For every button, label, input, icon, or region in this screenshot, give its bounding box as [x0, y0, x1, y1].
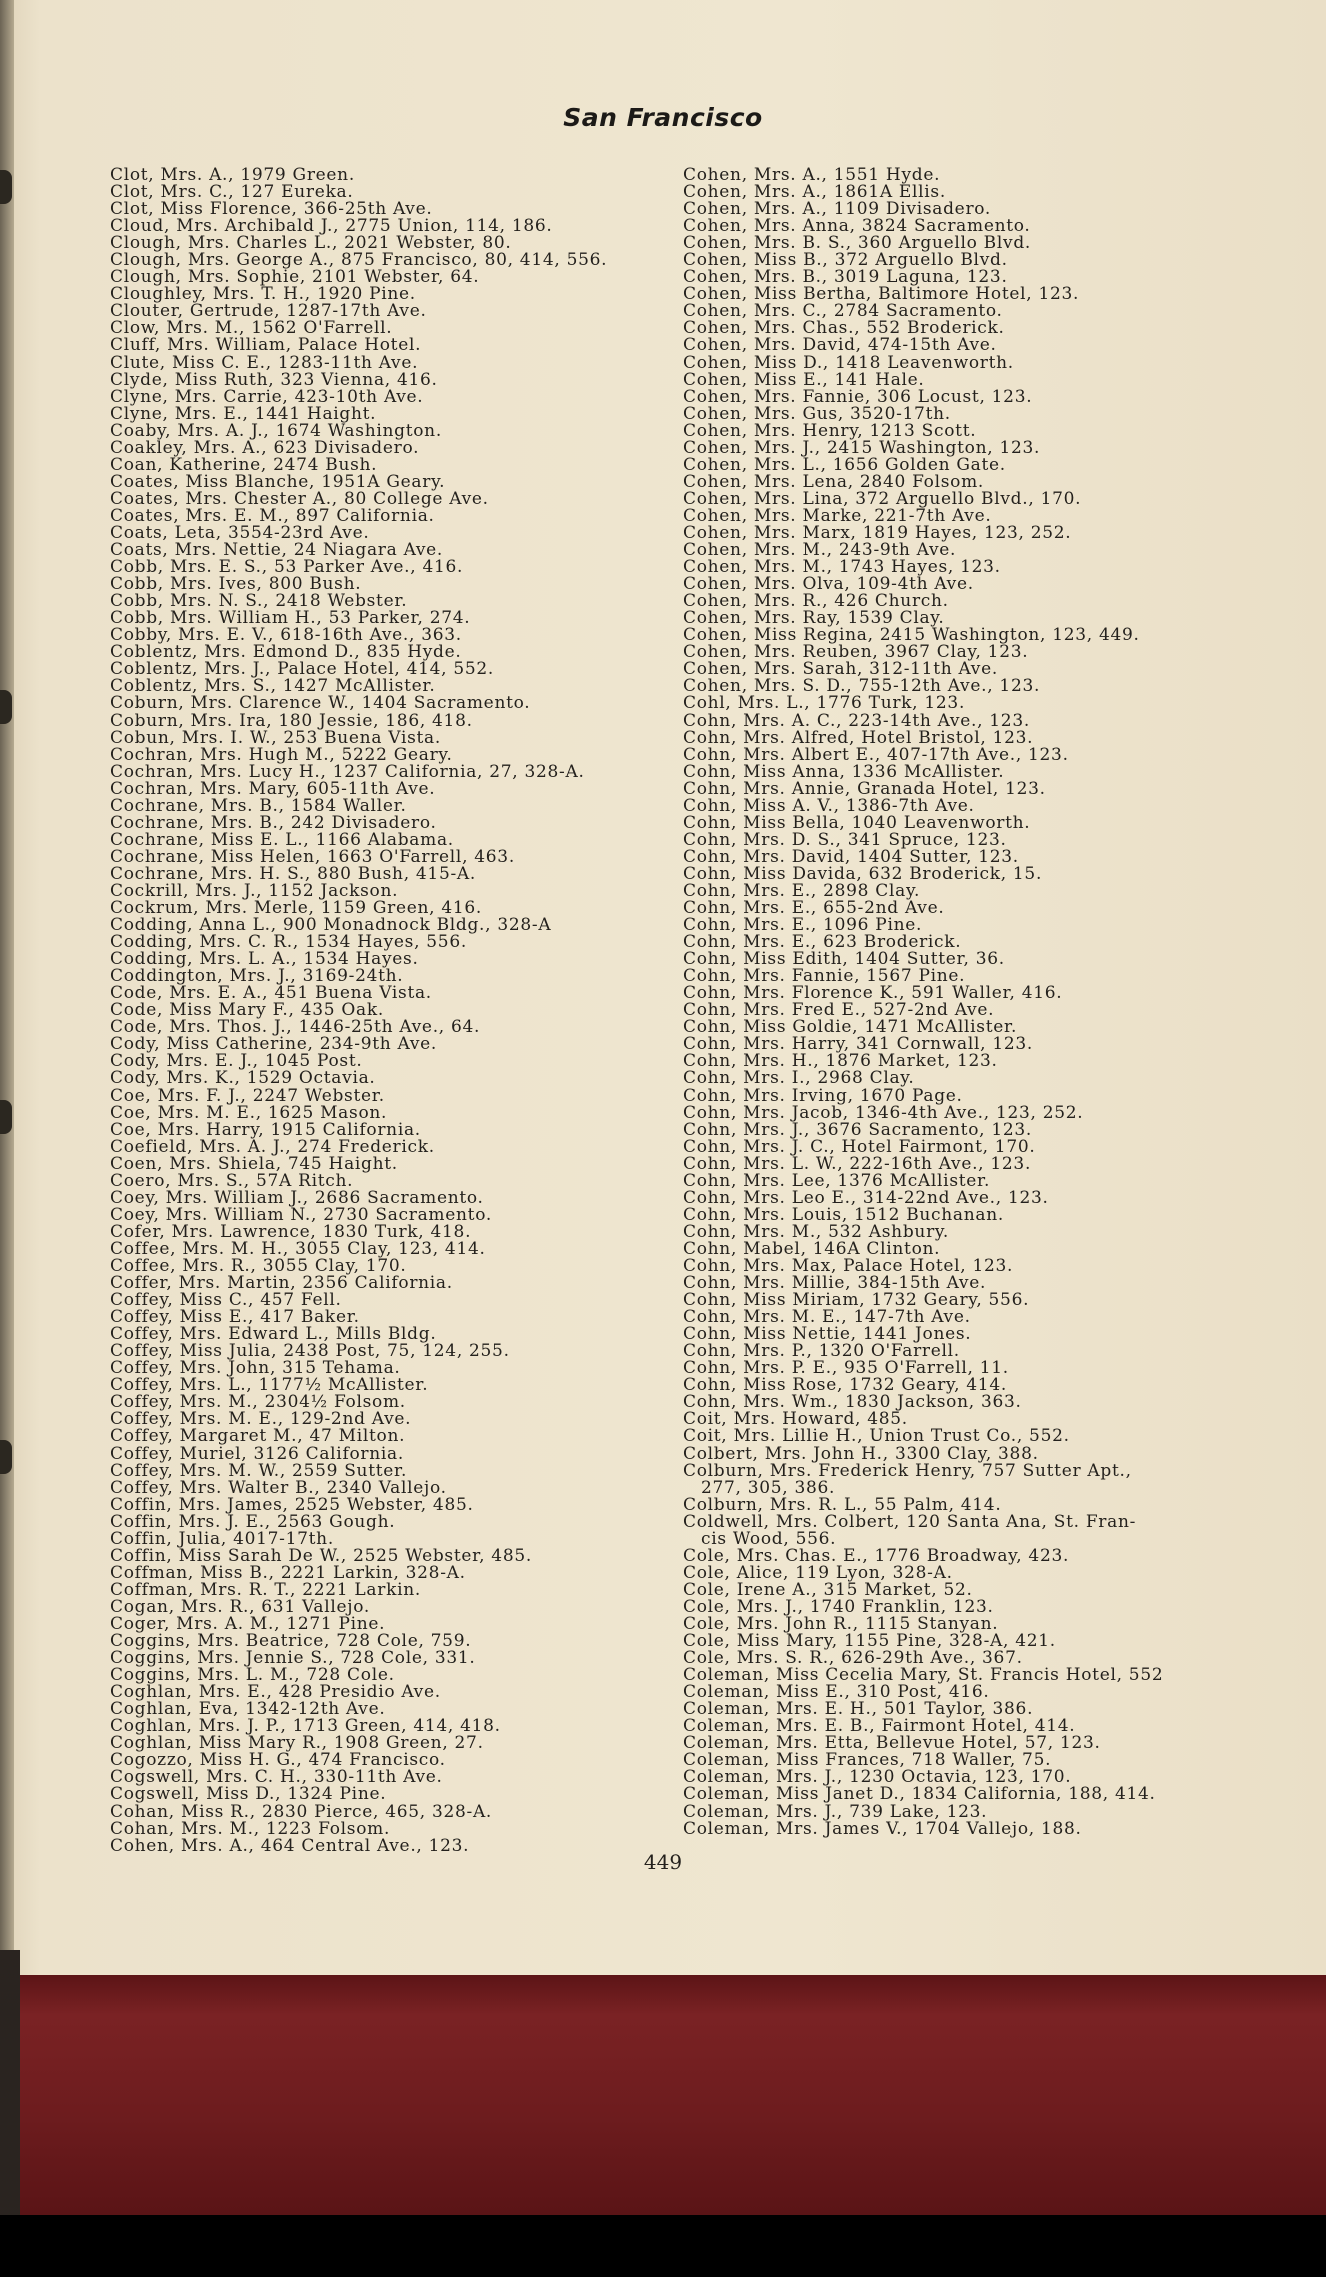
directory-entry: Coleman, Mrs. James V., 1704 Vallejo, 188.	[683, 1818, 1082, 1839]
directory-entry: Coffey, Mrs. Edward L., Mills Bldg.	[110, 1324, 437, 1345]
directory-entry: Coggins, Mrs. Jennie S., 728 Cole, 331.	[110, 1648, 476, 1669]
directory-entry: Cody, Mrs. E. J., 1045 Post.	[110, 1051, 363, 1072]
directory-entry: Cohn, Mrs. P. E., 935 O'Farrell, 11.	[683, 1358, 1009, 1379]
directory-entry: Codding, Anna L., 900 Monadnock Bldg., 328-A	[110, 915, 552, 936]
directory-entry: Coggins, Mrs. Beatrice, 728 Cole, 759.	[110, 1631, 472, 1652]
directory-entry: Cohen, Mrs. A., 1861A Ellis.	[683, 182, 946, 203]
book-cover	[0, 1975, 1326, 2215]
directory-entry: Clough, Mrs. Charles L., 2021 Webster, 80.	[110, 233, 512, 254]
directory-entry: Coe, Mrs. Harry, 1915 California.	[110, 1119, 421, 1140]
directory-entry: Clough, Mrs. George A., 875 Francisco, 80, 414, 556.	[110, 250, 608, 271]
directory-entry: Coffey, Mrs. Walter B., 2340 Vallejo.	[110, 1477, 447, 1498]
directory-entry: Coblentz, Mrs. Edmond D., 835 Hyde.	[110, 642, 462, 663]
directory-entry: 277, 305, 386.	[701, 1477, 836, 1498]
directory-entry: Cohn, Miss Rose, 1732 Geary, 414.	[683, 1375, 1007, 1396]
directory-entry: Cohan, Mrs. M., 1223 Folsom.	[110, 1818, 391, 1839]
directory-entry: Coffey, Miss Julia, 2438 Post, 75, 124, 255.	[110, 1341, 510, 1362]
book-spine-shadow	[0, 1950, 20, 2215]
directory-entry: Cohen, Mrs. Anna, 3824 Sacramento.	[683, 216, 1031, 237]
directory-entry: Cohen, Mrs. Lina, 372 Arguello Blvd., 170.	[683, 488, 1082, 509]
directory-entry: Cohen, Miss B., 372 Arguello Blvd.	[683, 250, 1008, 271]
directory-entry: Cole, Mrs. John R., 1115 Stanyan.	[683, 1613, 999, 1634]
directory-entry: Cohen, Mrs. L., 1656 Golden Gate.	[683, 454, 1006, 475]
directory-entry: Coffin, Julia, 4017-17th.	[110, 1528, 334, 1549]
directory-entry: Cohn, Mrs. Annie, Granada Hotel, 123.	[683, 778, 1046, 799]
directory-entry: Coey, Mrs. William J., 2686 Sacramento.	[110, 1187, 484, 1208]
directory-entry: Cohn, Mrs. J. C., Hotel Fairmont, 170.	[683, 1136, 1036, 1157]
directory-entry: Cohn, Mrs. Alfred, Hotel Bristol, 123.	[683, 727, 1034, 748]
directory-entry: Cloughley, Mrs. T. H., 1920 Pine.	[110, 284, 416, 305]
directory-entry: Cohen, Mrs. M., 1743 Hayes, 123.	[683, 557, 1001, 578]
directory-entry: Cofer, Mrs. Lawrence, 1830 Turk, 418.	[110, 1221, 472, 1242]
directory-entry: Cohn, Mrs. L. W., 222-16th Ave., 123.	[683, 1153, 1032, 1174]
directory-entry: Cogswell, Miss D., 1324 Pine.	[110, 1784, 387, 1805]
directory-entry: Cole, Miss Mary, 1155 Pine, 328-A, 421.	[683, 1631, 1056, 1652]
directory-entry: Cockrill, Mrs. J., 1152 Jackson.	[110, 880, 399, 901]
directory-entry: Cohn, Miss Anna, 1336 McAllister.	[683, 761, 1005, 782]
directory-entry: Cohn, Mrs. D. S., 341 Spruce, 123.	[683, 829, 1007, 850]
directory-entry: Clute, Miss C. E., 1283-11th Ave.	[110, 352, 419, 373]
directory-entry: Cohen, Mrs. Olva, 109-4th Ave.	[683, 574, 974, 595]
directory-entry: Coffman, Mrs. R. T., 2221 Larkin.	[110, 1579, 421, 1600]
directory-entry: Code, Miss Mary F., 435 Oak.	[110, 1000, 384, 1021]
directory-entry: Cohn, Mabel, 146A Clinton.	[683, 1238, 941, 1259]
directory-entry: Code, Mrs. Thos. J., 1446-25th Ave., 64.	[110, 1017, 481, 1038]
directory-entry: Coffman, Miss B., 2221 Larkin, 328-A.	[110, 1562, 466, 1583]
directory-entry: Cohen, Mrs. Henry, 1213 Scott.	[683, 420, 977, 441]
directory-entry: Cohen, Mrs. A., 1551 Hyde.	[683, 165, 941, 185]
directory-entry: Coleman, Miss Cecelia Mary, St. Francis Hotel, 552	[683, 1665, 1164, 1686]
binding-hole	[0, 1100, 12, 1134]
directory-entry: Cohen, Mrs. Reuben, 3967 Clay, 123.	[683, 642, 1029, 663]
directory-entry: Cohn, Miss Davida, 632 Broderick, 15.	[683, 863, 1043, 884]
directory-entry: Coffey, Margaret M., 47 Milton.	[110, 1426, 406, 1447]
directory-entry: Colbert, Mrs. John H., 3300 Clay, 388.	[683, 1443, 1039, 1464]
directory-entry: Coleman, Miss Frances, 718 Waller, 75.	[683, 1750, 1052, 1771]
directory-entry: Clot, Mrs. C., 127 Eureka.	[110, 182, 354, 203]
directory-entry: Cohn, Mrs. Millie, 384-15th Ave.	[683, 1273, 987, 1294]
directory-entry: Cohen, Miss Regina, 2415 Washington, 123, 449.	[683, 625, 1140, 646]
directory-entry: Cohn, Miss A. V., 1386-7th Ave.	[683, 795, 975, 816]
directory-entry: Cobb, Mrs. Ives, 800 Bush.	[110, 574, 362, 595]
directory-entry: Cohn, Miss Nettie, 1441 Jones.	[683, 1324, 972, 1345]
directory-entry: Coan, Katherine, 2474 Bush.	[110, 454, 378, 475]
directory-entry: Cohen, Mrs. M., 243-9th Ave.	[683, 540, 957, 561]
directory-entry: Cole, Mrs. Chas. E., 1776 Broadway, 423.	[683, 1545, 1070, 1566]
binding-hole	[0, 170, 12, 204]
directory-entry: Coger, Mrs. A. M., 1271 Pine.	[110, 1613, 386, 1634]
directory-entry: Coghlan, Mrs. J. P., 1713 Green, 414, 418.	[110, 1716, 501, 1737]
directory-entry: Cohn, Mrs. Lee, 1376 McAllister.	[683, 1170, 991, 1191]
directory-entry: Cluff, Mrs. William, Palace Hotel.	[110, 335, 422, 356]
page-title: San Francisco	[563, 103, 763, 132]
directory-entry: Coffey, Mrs. M. W., 2559 Sutter.	[110, 1460, 408, 1481]
directory-entry: Coaby, Mrs. A. J., 1674 Washington.	[110, 420, 442, 441]
directory-entry: Coffin, Mrs. J. E., 2563 Gough.	[110, 1511, 396, 1532]
directory-entry: Coe, Mrs. M. E., 1625 Mason.	[110, 1102, 388, 1123]
directory-entry: Coats, Mrs. Nettie, 24 Niagara Ave.	[110, 540, 444, 561]
directory-entry: Cohn, Miss Miriam, 1732 Geary, 556.	[683, 1290, 1030, 1311]
directory-entry: Cochrane, Miss E. L., 1166 Alabama.	[110, 829, 454, 850]
directory-entry: Coefield, Mrs. A. J., 274 Frederick.	[110, 1136, 435, 1157]
binding-hole	[0, 690, 12, 724]
directory-entry: Clyne, Mrs. E., 1441 Haight.	[110, 403, 377, 424]
directory-entry: Coffey, Mrs. John, 315 Tehama.	[110, 1358, 401, 1379]
directory-entry: Coffey, Mrs. M. E., 129-2nd Ave.	[110, 1409, 412, 1430]
directory-entry: Cobby, Mrs. E. V., 618-16th Ave., 363.	[110, 625, 462, 646]
directory-entry: Coero, Mrs. S., 57A Ritch.	[110, 1170, 354, 1191]
directory-entry: Cohen, Mrs. J., 2415 Washington, 123.	[683, 437, 1041, 458]
directory-entry: Clot, Miss Florence, 366-25th Ave.	[110, 199, 433, 220]
directory-entry: Coghlan, Mrs. E., 428 Presidio Ave.	[110, 1682, 441, 1703]
directory-entry: Coe, Mrs. F. J., 2247 Webster.	[110, 1085, 385, 1106]
directory-entry: Cohen, Mrs. Sarah, 312-11th Ave.	[683, 659, 998, 680]
right-column	[683, 167, 1243, 1838]
directory-entry: Cochran, Mrs. Lucy H., 1237 California, 27, 328-A.	[110, 761, 585, 782]
directory-entry: Cohen, Miss Bertha, Baltimore Hotel, 123.	[683, 284, 1080, 305]
directory-entry: Clow, Mrs. M., 1562 O'Farrell.	[110, 318, 393, 339]
directory-entry: Coleman, Mrs. J., 739 Lake, 123.	[683, 1801, 988, 1822]
directory-entry: Cohn, Mrs. Wm., 1830 Jackson, 363.	[683, 1392, 1022, 1413]
directory-entry: Coffey, Muriel, 3126 California.	[110, 1443, 404, 1464]
directory-entry: Coleman, Miss Janet D., 1834 California, 188, 414.	[683, 1784, 1156, 1805]
directory-entry: Cohn, Mrs. H., 1876 Market, 123.	[683, 1051, 998, 1072]
directory-entry: Cole, Irene A., 315 Market, 52.	[683, 1579, 973, 1600]
left-column	[110, 167, 700, 1855]
directory-entry: Clouter, Gertrude, 1287-17th Ave.	[110, 301, 427, 322]
directory-entry: Cobb, Mrs. E. S., 53 Parker Ave., 416.	[110, 557, 464, 578]
directory-entry: Coghlan, Eva, 1342-12th Ave.	[110, 1699, 386, 1720]
directory-entry: Coffey, Miss E., 417 Baker.	[110, 1307, 360, 1328]
directory-entry: Coleman, Miss E., 310 Post, 416.	[683, 1682, 990, 1703]
directory-entry: Coffey, Miss C., 457 Fell.	[110, 1290, 342, 1311]
directory-entry: cis Wood, 556.	[701, 1528, 837, 1549]
page-number: 449	[643, 1850, 683, 1874]
directory-entry: Cohn, Mrs. Leo E., 314-22nd Ave., 123.	[683, 1187, 1049, 1208]
directory-entry: Cohn, Mrs. M., 532 Ashbury.	[683, 1221, 950, 1242]
directory-entry: Cohn, Mrs. E., 1096 Pine.	[683, 915, 923, 936]
directory-entry: Coffee, Mrs. M. H., 3055 Clay, 123, 414.	[110, 1238, 486, 1259]
directory-entry: Cohen, Mrs. A., 1109 Divisadero.	[683, 199, 992, 220]
directory-entry: Cohen, Mrs. Lena, 2840 Folsom.	[683, 471, 985, 492]
page-edge	[0, 0, 14, 1975]
directory-entry: Cogswell, Mrs. C. H., 330-11th Ave.	[110, 1767, 443, 1788]
directory-entry: Coit, Mrs. Howard, 485.	[683, 1409, 908, 1430]
directory-entry: Coit, Mrs. Lillie H., Union Trust Co., 552.	[683, 1426, 1070, 1447]
directory-entry: Cohen, Mrs. B. S., 360 Arguello Blvd.	[683, 233, 1032, 254]
directory-entry: Coates, Mrs. E. M., 897 California.	[110, 505, 435, 526]
directory-entry: Cohn, Mrs. Fannie, 1567 Pine.	[683, 966, 966, 987]
directory-entry: Clot, Mrs. A., 1979 Green.	[110, 165, 355, 185]
directory-entry: Cohen, Mrs. R., 426 Church.	[683, 591, 949, 612]
directory-entry: Cody, Miss Catherine, 234-9th Ave.	[110, 1034, 437, 1055]
directory-entry: Coffin, Mrs. James, 2525 Webster, 485.	[110, 1494, 474, 1515]
directory-entry: Coldwell, Mrs. Colbert, 120 Santa Ana, St. Fran-	[683, 1511, 1137, 1532]
directory-entry: Coffin, Miss Sarah De W., 2525 Webster, 485.	[110, 1545, 532, 1566]
directory-entry: Cockrum, Mrs. Merle, 1159 Green, 416.	[110, 898, 483, 919]
directory-entry: Cohn, Mrs. E., 655-2nd Ave.	[683, 898, 945, 919]
directory-entry: Cohn, Mrs. Florence K., 591 Waller, 416.	[683, 983, 1063, 1004]
directory-entry: Cohen, Mrs. Fannie, 306 Locust, 123.	[683, 386, 1033, 407]
directory-entry: Coates, Miss Blanche, 1951A Geary.	[110, 471, 446, 492]
directory-entry: Cohn, Mrs. Fred E., 527-2nd Ave.	[683, 1000, 995, 1021]
directory-entry: Coakley, Mrs. A., 623 Divisadero.	[110, 437, 420, 458]
directory-entry: Cohn, Mrs. Jacob, 1346-4th Ave., 123, 252.	[683, 1102, 1084, 1123]
directory-entry: Clyde, Miss Ruth, 323 Vienna, 416.	[110, 369, 438, 390]
directory-entry: Cohen, Mrs. Gus, 3520-17th.	[683, 403, 951, 424]
directory-entry: Coen, Mrs. Shiela, 745 Haight.	[110, 1153, 398, 1174]
directory-entry: Cobb, Mrs. N. S., 2418 Webster.	[110, 591, 408, 612]
directory-entry: Cohan, Miss R., 2830 Pierce, 465, 328-A.	[110, 1801, 493, 1822]
directory-entry: Cohen, Mrs. C., 2784 Sacramento.	[683, 301, 1003, 322]
directory-entry: Cohn, Mrs. E., 2898 Clay.	[683, 880, 921, 901]
directory-entry: Code, Mrs. E. A., 451 Buena Vista.	[110, 983, 432, 1004]
directory-entry: Coblentz, Mrs. S., 1427 McAllister.	[110, 676, 436, 697]
directory-entry: Cole, Alice, 119 Lyon, 328-A.	[683, 1562, 953, 1583]
directory-entry: Coffee, Mrs. R., 3055 Clay, 170.	[110, 1256, 407, 1276]
directory-entry: Cohn, Mrs. J., 3676 Sacramento, 123.	[683, 1119, 1033, 1140]
directory-entry: Coblentz, Mrs. J., Palace Hotel, 414, 552.	[110, 659, 495, 680]
directory-entry: Cohen, Mrs. Marke, 221-7th Ave.	[683, 505, 992, 526]
directory-entry: Colburn, Mrs. R. L., 55 Palm, 414.	[683, 1494, 1002, 1515]
binding-hole	[0, 1440, 12, 1474]
directory-entry: Coleman, Mrs. J., 1230 Octavia, 123, 170.	[683, 1767, 1072, 1788]
directory-entry: Cohn, Mrs. Irving, 1670 Page.	[683, 1085, 963, 1106]
directory-entry: Coddington, Mrs. J., 3169-24th.	[110, 966, 404, 987]
directory-entry: Coburn, Mrs. Ira, 180 Jessie, 186, 418.	[110, 710, 473, 731]
directory-entry: Coleman, Mrs. E. H., 501 Taylor, 386.	[683, 1699, 1034, 1720]
directory-entry: Cochrane, Mrs. H. S., 880 Bush, 415-A.	[110, 863, 476, 884]
directory-entry: Cohen, Miss D., 1418 Leavenworth.	[683, 352, 1014, 373]
directory-entry: Cohen, Mrs. A., 464 Central Ave., 123.	[110, 1835, 470, 1856]
directory-entry: Cohn, Miss Edith, 1404 Sutter, 36.	[683, 949, 1005, 970]
directory-entry: Cohen, Mrs. B., 3019 Laguna, 123.	[683, 267, 1008, 288]
directory-entry: Cochrane, Mrs. B., 1584 Waller.	[110, 795, 407, 816]
directory-entry: Cody, Mrs. K., 1529 Octavia.	[110, 1068, 376, 1089]
directory-entry: Codding, Mrs. L. A., 1534 Hayes.	[110, 949, 419, 970]
directory-entry: Cohn, Mrs. Max, Palace Hotel, 123.	[683, 1256, 1014, 1276]
directory-entry: Coats, Leta, 3554-23rd Ave.	[110, 522, 370, 543]
directory-entry: Cochrane, Mrs. B., 242 Divisadero.	[110, 812, 437, 833]
directory-entry: Coffer, Mrs. Martin, 2356 California.	[110, 1273, 453, 1294]
directory-entry: Clyne, Mrs. Carrie, 423-10th Ave.	[110, 386, 424, 407]
directory-entry: Cochrane, Miss Helen, 1663 O'Farrell, 463.	[110, 846, 515, 867]
directory-entry: Cohn, Mrs. I., 2968 Clay.	[683, 1068, 915, 1089]
directory-entry: Colburn, Mrs. Frederick Henry, 757 Sutter Apt.,	[683, 1460, 1132, 1481]
directory-entry: Cohn, Mrs. Albert E., 407-17th Ave., 123.	[683, 744, 1069, 765]
directory-entry: Coffey, Mrs. M., 2304½ Folsom.	[110, 1392, 406, 1413]
directory-entry: Coburn, Mrs. Clarence W., 1404 Sacramento.	[110, 693, 531, 714]
directory-entry: Cohn, Mrs. E., 623 Broderick.	[683, 932, 962, 953]
directory-entry: Coleman, Mrs. E. B., Fairmont Hotel, 414.	[683, 1716, 1076, 1737]
directory-entry: Cohn, Mrs. P., 1320 O'Farrell.	[683, 1341, 960, 1362]
directory-entry: Coates, Mrs. Chester A., 80 College Ave.	[110, 488, 489, 509]
directory-entry: Cochran, Mrs. Hugh M., 5222 Geary.	[110, 744, 453, 765]
directory-entry: Coey, Mrs. William N., 2730 Sacramento.	[110, 1204, 492, 1225]
directory-entry: Cohen, Mrs. S. D., 755-12th Ave., 123.	[683, 676, 1041, 697]
directory-entry: Codding, Mrs. C. R., 1534 Hayes, 556.	[110, 932, 467, 953]
directory-entry: Cohen, Miss E., 141 Hale.	[683, 369, 925, 390]
directory-entry: Cohn, Mrs. David, 1404 Sutter, 123.	[683, 846, 1019, 867]
directory-entry: Cohn, Mrs. M. E., 147-7th Ave.	[683, 1307, 971, 1328]
directory-entry: Cohen, Mrs. Ray, 1539 Clay.	[683, 608, 945, 629]
directory-entry: Cohn, Miss Goldie, 1471 McAllister.	[683, 1017, 1018, 1038]
directory-entry: Cohn, Mrs. A. C., 223-14th Ave., 123.	[683, 710, 1030, 731]
directory-entry: Cohl, Mrs. L., 1776 Turk, 123.	[683, 693, 966, 714]
directory-entry: Cohen, Mrs. David, 474-15th Ave.	[683, 335, 997, 356]
directory-entry: Cobb, Mrs. William H., 53 Parker, 274.	[110, 608, 471, 629]
directory-entry: Cole, Mrs. S. R., 626-29th Ave., 367.	[683, 1648, 1023, 1669]
directory-entry: Coleman, Mrs. Etta, Bellevue Hotel, 57, 123.	[683, 1733, 1101, 1754]
directory-entry: Clough, Mrs. Sophie, 2101 Webster, 64.	[110, 267, 480, 288]
directory-entry: Cohn, Mrs. Louis, 1512 Buchanan.	[683, 1204, 1005, 1225]
directory-entry: Cohn, Miss Bella, 1040 Leavenworth.	[683, 812, 1031, 833]
directory-entry: Cogozzo, Miss H. G., 474 Francisco.	[110, 1750, 446, 1771]
directory-entry: Cohen, Mrs. Marx, 1819 Hayes, 123, 252.	[683, 522, 1072, 543]
directory-entry: Coggins, Mrs. L. M., 728 Cole.	[110, 1665, 395, 1686]
directory-entry: Cohen, Mrs. Chas., 552 Broderick.	[683, 318, 1005, 339]
directory-entry: Coghlan, Miss Mary R., 1908 Green, 27.	[110, 1733, 484, 1754]
directory-entry: Cloud, Mrs. Archibald J., 2775 Union, 114, 186.	[110, 216, 553, 237]
directory-entry: Cochran, Mrs. Mary, 605-11th Ave.	[110, 778, 436, 799]
directory-entry: Cohn, Mrs. Harry, 341 Cornwall, 123.	[683, 1034, 1033, 1055]
directory-entry: Cogan, Mrs. R., 631 Vallejo.	[110, 1596, 370, 1617]
directory-entry: Cole, Mrs. J., 1740 Franklin, 123.	[683, 1596, 994, 1617]
directory-entry: Cobun, Mrs. I. W., 253 Buena Vista.	[110, 727, 441, 748]
directory-entry: Coffey, Mrs. L., 1177½ McAllister.	[110, 1375, 429, 1396]
